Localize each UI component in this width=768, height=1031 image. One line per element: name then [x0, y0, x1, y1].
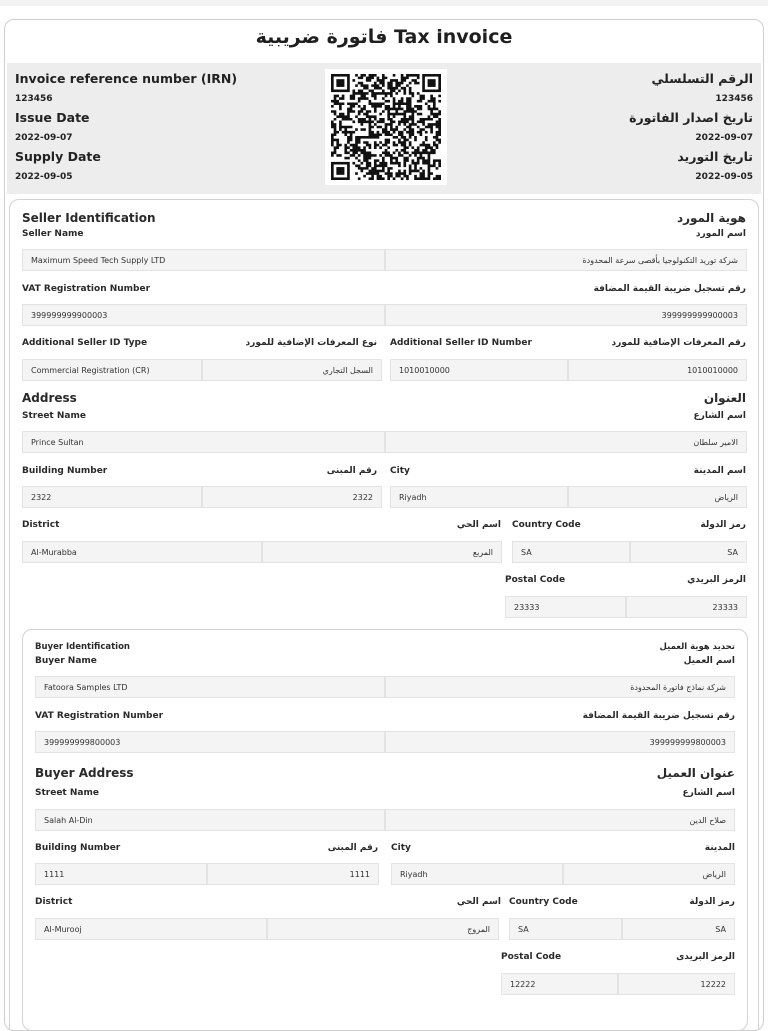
issue-date-label-en: Issue Date [15, 110, 90, 125]
buyer-city-label-ar: المدينة [704, 843, 735, 853]
issue-date-label-ar: تاريخ اصدار الفاتورة [629, 110, 753, 125]
seller-address-heading-ar: العنوان [703, 391, 746, 405]
buyer-country-label-en: Country Code [509, 897, 578, 907]
buyer-street-label-en: Street Name [35, 788, 99, 798]
seller-add-id-type-label-ar: نوع المعرفات الإضافية للمورد [245, 338, 377, 348]
top-band [0, 0, 768, 6]
buyer-street-label-ar: اسم الشارع [682, 788, 735, 798]
buyer-building-en-field: 1111 [35, 863, 207, 885]
issue-date-value-en: 2022-09-07 [15, 133, 73, 143]
seller-district-en-field: Al-Murabba [22, 541, 262, 563]
buyer-street-ar-field: صلاح الدين [385, 809, 735, 831]
seller-building-ar-field: 2322 [202, 486, 382, 508]
seller-street-en-field: Prince Sultan [22, 431, 385, 453]
buyer-vat-ar-field: 399999999800003 [385, 731, 735, 753]
buyer-country-label-ar: رمز الدولة [689, 897, 735, 907]
seller-city-label-en: City [390, 466, 410, 476]
buyer-heading-ar: تحديد هوية العميل [659, 642, 735, 652]
seller-country-label-en: Country Code [512, 520, 581, 530]
buyer-district-label-ar: اسم الحي [456, 897, 501, 907]
buyer-building-label-ar: رقم المبنى [327, 843, 378, 853]
irn-label-ar: الرقم التسلسلي [651, 71, 753, 86]
irn-value-en: 123456 [15, 94, 53, 104]
buyer-section [22, 629, 748, 1031]
seller-add-id-number-label-en: Additional Seller ID Number [390, 338, 532, 348]
seller-add-id-type-en-field: Commercial Registration (CR) [22, 359, 202, 381]
seller-building-en-field: 2322 [22, 486, 202, 508]
buyer-city-ar-field: الرياض [563, 863, 735, 885]
seller-name-ar-field: شركة توريد التكنولوجيا بأقصى سرعة المحدودة [385, 249, 747, 271]
buyer-postal-en-field: 12222 [501, 973, 618, 995]
page-title: فاتورة ضريبية Tax invoice [255, 26, 513, 48]
buyer-name-label-en: Buyer Name [35, 656, 97, 666]
qr-code [325, 69, 447, 185]
seller-add-id-number-ar-field: 1010010000 [568, 359, 747, 381]
seller-country-label-ar: رمز الدولة [700, 520, 746, 530]
buyer-vat-label-ar: رقم تسجيل ضريبة القيمة المضافة [582, 711, 735, 721]
seller-building-label-en: Building Number [22, 466, 108, 476]
seller-district-label-ar: اسم الحي [456, 520, 501, 530]
invoice-header [7, 63, 761, 194]
buyer-building-ar-field: 1111 [207, 863, 379, 885]
buyer-country-ar-field: SA [622, 918, 735, 940]
supply-date-value-ar: 2022-09-05 [695, 172, 753, 182]
supply-date-value-en: 2022-09-05 [15, 172, 73, 182]
buyer-name-en-field: Fatoora Samples LTD [35, 676, 385, 698]
seller-vat-label-ar: رقم تسجيل ضريبة القيمة المضافة [593, 284, 746, 294]
buyer-country-en-field: SA [509, 918, 622, 940]
seller-vat-label-en: VAT Registration Number [22, 284, 151, 294]
seller-building-label-ar: رقم المبنى [326, 466, 377, 476]
qr-code-icon [331, 74, 441, 180]
seller-postal-en-field: 23333 [505, 596, 626, 618]
buyer-heading-en: Buyer Identification [35, 642, 130, 652]
seller-district-label-en: District [22, 520, 60, 530]
irn-value-ar: 123456 [715, 94, 753, 104]
seller-address-heading-en: Address [22, 391, 77, 405]
buyer-city-label-en: City [391, 843, 411, 853]
buyer-name-label-ar: اسم العميل [683, 656, 735, 666]
seller-add-id-type-ar-field: السجل التجاري [202, 359, 382, 381]
seller-postal-label-ar: الرمز البريدي [687, 575, 746, 585]
seller-district-ar-field: المربع [262, 541, 502, 563]
seller-name-label-en: Seller Name [22, 229, 84, 239]
buyer-district-en-field: Al-Murooj [35, 918, 267, 940]
supply-date-label-en: Supply Date [15, 149, 101, 164]
seller-street-ar-field: الامير سلطان [385, 431, 747, 453]
seller-name-en-field: Maximum Speed Tech Supply LTD [22, 249, 385, 271]
seller-city-ar-field: الرياض [568, 486, 747, 508]
seller-section [9, 199, 759, 1031]
seller-country-en-field: SA [512, 541, 630, 563]
seller-city-en-field: Riyadh [390, 486, 568, 508]
buyer-postal-label-ar: الرمز البريدى [676, 952, 735, 962]
seller-vat-en-field: 399999999900003 [22, 304, 385, 326]
issue-date-value-ar: 2022-09-07 [695, 133, 753, 143]
seller-name-label-ar: اسم المورد [695, 229, 746, 239]
seller-country-ar-field: SA [630, 541, 747, 563]
buyer-address-heading-ar: عنوان العميل [656, 766, 735, 780]
irn-label-en: Invoice reference number (IRN) [15, 71, 238, 86]
seller-street-label-ar: اسم الشارع [693, 411, 746, 421]
seller-add-id-type-label-en: Additional Seller ID Type [22, 338, 148, 348]
supply-date-label-ar: تاريخ التوريد [677, 149, 753, 164]
buyer-vat-en-field: 399999999800003 [35, 731, 385, 753]
buyer-street-en-field: Salah Al-Din [35, 809, 385, 831]
buyer-building-label-en: Building Number [35, 843, 121, 853]
invoice-card [4, 19, 764, 1031]
seller-add-id-number-label-ar: رقم المعرفات الإضافية للمورد [611, 338, 746, 348]
buyer-postal-ar-field: 12222 [618, 973, 735, 995]
seller-postal-ar-field: 23333 [626, 596, 747, 618]
seller-heading-ar: هوية المورد [676, 211, 746, 225]
buyer-district-label-en: District [35, 897, 73, 907]
seller-postal-label-en: Postal Code [505, 575, 566, 585]
buyer-address-heading-en: Buyer Address [35, 766, 134, 780]
buyer-vat-label-en: VAT Registration Number [35, 711, 164, 721]
buyer-city-en-field: Riyadh [391, 863, 563, 885]
buyer-district-ar-field: المروج [267, 918, 499, 940]
buyer-postal-label-en: Postal Code [501, 952, 562, 962]
seller-add-id-number-en-field: 1010010000 [390, 359, 568, 381]
seller-vat-ar-field: 399999999900003 [385, 304, 747, 326]
seller-heading-en: Seller Identification [22, 211, 156, 225]
buyer-name-ar-field: شركة نماذج فاتورة المحدودة [385, 676, 735, 698]
seller-street-label-en: Street Name [22, 411, 86, 421]
seller-city-label-ar: اسم المدينة [693, 466, 746, 476]
